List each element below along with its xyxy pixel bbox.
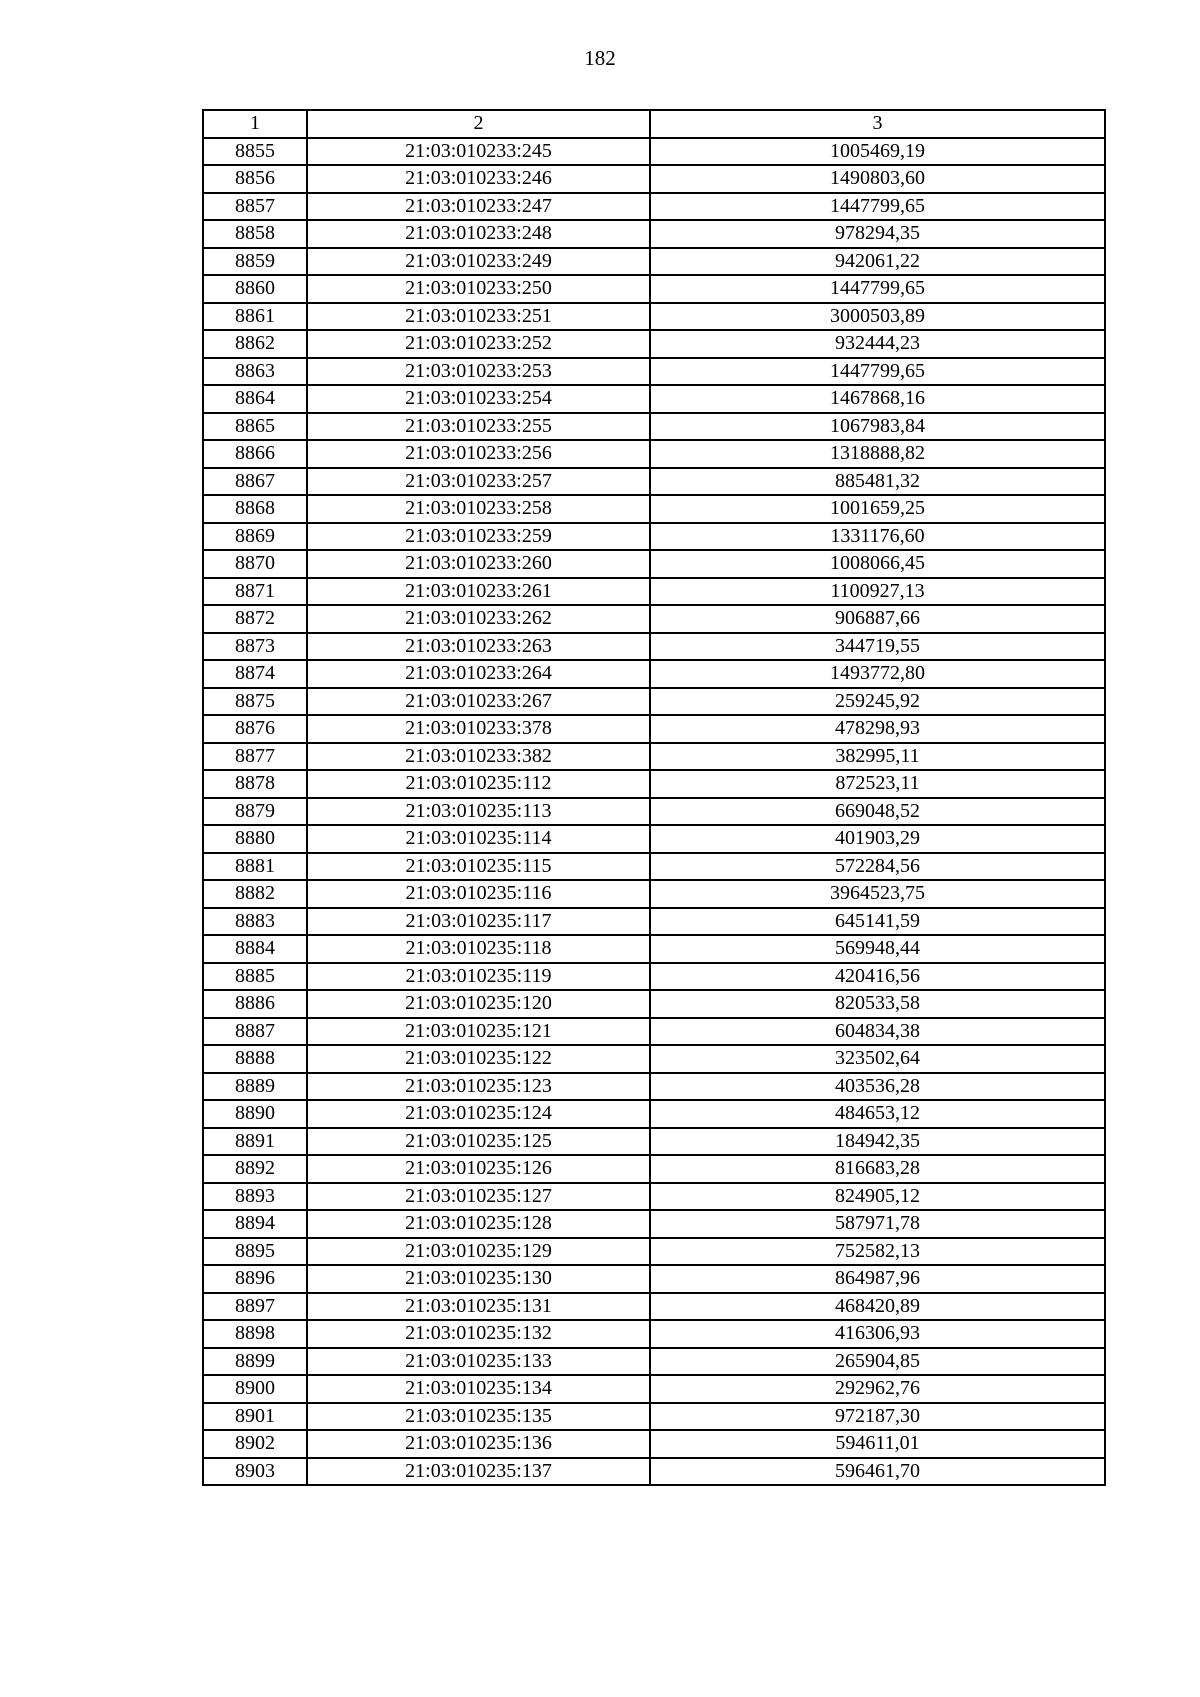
table-row	[203, 1018, 1105, 1046]
value-cell: 942061,22	[650, 248, 1105, 276]
value-cell: 972187,30	[650, 1403, 1105, 1431]
row-number-cell: 8878	[203, 770, 307, 798]
value-cell: 1490803,60	[650, 165, 1105, 193]
cadastral-number-cell: 21:03:010233:382	[307, 743, 650, 771]
cadastral-number-cell: 21:03:010233:255	[307, 413, 650, 441]
value-cell: 1493772,80	[650, 660, 1105, 688]
value-cell: 816683,28	[650, 1155, 1105, 1183]
row-number-cell: 8866	[203, 440, 307, 468]
row-number-cell: 8882	[203, 880, 307, 908]
value-cell: 1467868,16	[650, 385, 1105, 413]
value-cell: 587971,78	[650, 1210, 1105, 1238]
table-row	[203, 165, 1105, 193]
cadastral-number-cell: 21:03:010233:257	[307, 468, 650, 496]
table-row	[203, 715, 1105, 743]
table-row	[203, 248, 1105, 276]
table-row	[203, 550, 1105, 578]
table-row	[203, 578, 1105, 606]
table-row	[203, 798, 1105, 826]
cadastral-number-cell: 21:03:010235:123	[307, 1073, 650, 1101]
cadastral-number-cell: 21:03:010235:116	[307, 880, 650, 908]
value-cell: 3000503,89	[650, 303, 1105, 331]
table-row	[203, 358, 1105, 386]
value-cell: 645141,59	[650, 908, 1105, 936]
cadastral-number-cell: 21:03:010235:114	[307, 825, 650, 853]
row-number-cell: 8855	[203, 138, 307, 166]
row-number-cell: 8856	[203, 165, 307, 193]
cadastral-number-cell: 21:03:010233:253	[307, 358, 650, 386]
cadastral-number-cell: 21:03:010235:121	[307, 1018, 650, 1046]
value-cell: 292962,76	[650, 1375, 1105, 1403]
row-number-cell: 8868	[203, 495, 307, 523]
cadastral-number-cell: 21:03:010235:127	[307, 1183, 650, 1211]
table-row	[203, 1183, 1105, 1211]
value-cell: 420416,56	[650, 963, 1105, 991]
table-row	[203, 303, 1105, 331]
row-number-cell: 8892	[203, 1155, 307, 1183]
value-cell: 1331176,60	[650, 523, 1105, 551]
row-number-cell: 8901	[203, 1403, 307, 1431]
row-number-cell: 8894	[203, 1210, 307, 1238]
table-row	[203, 1155, 1105, 1183]
page-number: 182	[584, 46, 616, 70]
value-cell: 1067983,84	[650, 413, 1105, 441]
row-number-cell: 8857	[203, 193, 307, 221]
row-number-cell: 8896	[203, 1265, 307, 1293]
table-row	[203, 990, 1105, 1018]
cadastral-number-cell: 21:03:010235:125	[307, 1128, 650, 1156]
table-row	[203, 908, 1105, 936]
value-cell: 382995,11	[650, 743, 1105, 771]
cadastral-number-cell: 21:03:010235:118	[307, 935, 650, 963]
table-row	[203, 660, 1105, 688]
row-number-cell: 8880	[203, 825, 307, 853]
table-body	[203, 138, 1105, 1486]
registry-table	[202, 109, 1106, 1486]
value-cell: 978294,35	[650, 220, 1105, 248]
cadastral-number-cell: 21:03:010235:122	[307, 1045, 650, 1073]
table-row	[203, 220, 1105, 248]
cadastral-number-cell: 21:03:010235:120	[307, 990, 650, 1018]
cadastral-number-cell: 21:03:010235:130	[307, 1265, 650, 1293]
value-cell: 1100927,13	[650, 578, 1105, 606]
cadastral-number-cell: 21:03:010233:249	[307, 248, 650, 276]
value-cell: 3964523,75	[650, 880, 1105, 908]
cadastral-number-cell: 21:03:010235:126	[307, 1155, 650, 1183]
cadastral-number-cell: 21:03:010233:378	[307, 715, 650, 743]
cadastral-number-cell: 21:03:010235:117	[307, 908, 650, 936]
table-row	[203, 1403, 1105, 1431]
table-row	[203, 880, 1105, 908]
row-number-cell: 8862	[203, 330, 307, 358]
table-row	[203, 523, 1105, 551]
header-row	[203, 110, 1105, 138]
cadastral-number-cell: 21:03:010235:135	[307, 1403, 650, 1431]
value-cell: 820533,58	[650, 990, 1105, 1018]
cadastral-number-cell: 21:03:010233:263	[307, 633, 650, 661]
row-number-cell: 8872	[203, 605, 307, 633]
cadastral-number-cell: 21:03:010233:259	[307, 523, 650, 551]
row-number-cell: 8886	[203, 990, 307, 1018]
table-row	[203, 770, 1105, 798]
cadastral-number-cell: 21:03:010233:252	[307, 330, 650, 358]
table-row	[203, 1320, 1105, 1348]
row-number-cell: 8885	[203, 963, 307, 991]
cadastral-number-cell: 21:03:010235:128	[307, 1210, 650, 1238]
cadastral-number-cell: 21:03:010235:112	[307, 770, 650, 798]
cadastral-number-cell: 21:03:010235:136	[307, 1430, 650, 1458]
value-cell: 569948,44	[650, 935, 1105, 963]
cadastral-number-cell: 21:03:010233:251	[307, 303, 650, 331]
cadastral-number-cell: 21:03:010233:248	[307, 220, 650, 248]
table-row	[203, 495, 1105, 523]
row-number-cell: 8869	[203, 523, 307, 551]
cadastral-number-cell: 21:03:010235:131	[307, 1293, 650, 1321]
row-number-cell: 8899	[203, 1348, 307, 1376]
row-number-cell: 8859	[203, 248, 307, 276]
value-cell: 594611,01	[650, 1430, 1105, 1458]
table-row	[203, 1100, 1105, 1128]
cadastral-number-cell: 21:03:010233:260	[307, 550, 650, 578]
cadastral-number-cell: 21:03:010233:256	[307, 440, 650, 468]
value-cell: 323502,64	[650, 1045, 1105, 1073]
table-row	[203, 1238, 1105, 1266]
table-row	[203, 440, 1105, 468]
value-cell: 468420,89	[650, 1293, 1105, 1321]
cadastral-number-cell: 21:03:010235:134	[307, 1375, 650, 1403]
cadastral-number-cell: 21:03:010233:245	[307, 138, 650, 166]
cadastral-number-cell: 21:03:010233:250	[307, 275, 650, 303]
row-number-cell: 8879	[203, 798, 307, 826]
table-row	[203, 468, 1105, 496]
row-number-cell: 8895	[203, 1238, 307, 1266]
value-cell: 824905,12	[650, 1183, 1105, 1211]
cadastral-number-cell: 21:03:010235:137	[307, 1458, 650, 1486]
table-row	[203, 1458, 1105, 1486]
cadastral-number-cell: 21:03:010233:261	[307, 578, 650, 606]
table-row	[203, 688, 1105, 716]
table-row	[203, 1293, 1105, 1321]
table-row	[203, 1375, 1105, 1403]
cadastral-number-cell: 21:03:010235:115	[307, 853, 650, 881]
table-row	[203, 605, 1105, 633]
row-number-cell: 8898	[203, 1320, 307, 1348]
row-number-cell: 8881	[203, 853, 307, 881]
row-number-cell: 8867	[203, 468, 307, 496]
cadastral-number-cell: 21:03:010233:258	[307, 495, 650, 523]
cadastral-number-cell: 21:03:010233:247	[307, 193, 650, 221]
row-number-cell: 8865	[203, 413, 307, 441]
row-number-cell: 8860	[203, 275, 307, 303]
row-number-cell: 8877	[203, 743, 307, 771]
row-number-cell: 8902	[203, 1430, 307, 1458]
value-cell: 885481,32	[650, 468, 1105, 496]
value-cell: 669048,52	[650, 798, 1105, 826]
value-cell: 596461,70	[650, 1458, 1105, 1486]
table-row	[203, 1430, 1105, 1458]
row-number-cell: 8861	[203, 303, 307, 331]
table-row	[203, 1073, 1105, 1101]
row-number-cell: 8884	[203, 935, 307, 963]
row-number-cell: 8900	[203, 1375, 307, 1403]
value-cell: 416306,93	[650, 1320, 1105, 1348]
table-row	[203, 275, 1105, 303]
value-cell: 872523,11	[650, 770, 1105, 798]
value-cell: 1005469,19	[650, 138, 1105, 166]
table-row	[203, 1265, 1105, 1293]
value-cell: 1447799,65	[650, 358, 1105, 386]
cadastral-number-cell: 21:03:010233:267	[307, 688, 650, 716]
table-row	[203, 963, 1105, 991]
row-number-cell: 8891	[203, 1128, 307, 1156]
table-header	[203, 110, 1105, 138]
table-row	[203, 330, 1105, 358]
value-cell: 752582,13	[650, 1238, 1105, 1266]
value-cell: 401903,29	[650, 825, 1105, 853]
table-row	[203, 193, 1105, 221]
table-row	[203, 1210, 1105, 1238]
value-cell: 184942,35	[650, 1128, 1105, 1156]
row-number-cell: 8864	[203, 385, 307, 413]
row-number-cell: 8893	[203, 1183, 307, 1211]
value-cell: 403536,28	[650, 1073, 1105, 1101]
value-cell: 1447799,65	[650, 275, 1105, 303]
row-number-cell: 8873	[203, 633, 307, 661]
value-cell: 344719,55	[650, 633, 1105, 661]
row-number-cell: 8897	[203, 1293, 307, 1321]
value-cell: 259245,92	[650, 688, 1105, 716]
column-header-3: 3	[650, 110, 1105, 138]
table-row	[203, 385, 1105, 413]
cadastral-number-cell: 21:03:010233:262	[307, 605, 650, 633]
row-number-cell: 8871	[203, 578, 307, 606]
value-cell: 604834,38	[650, 1018, 1105, 1046]
table-row	[203, 853, 1105, 881]
cadastral-number-cell: 21:03:010233:264	[307, 660, 650, 688]
table-row	[203, 1128, 1105, 1156]
row-number-cell: 8863	[203, 358, 307, 386]
value-cell: 1447799,65	[650, 193, 1105, 221]
row-number-cell: 8889	[203, 1073, 307, 1101]
table-row	[203, 633, 1105, 661]
column-header-2: 2	[307, 110, 650, 138]
row-number-cell: 8858	[203, 220, 307, 248]
table-row	[203, 743, 1105, 771]
cadastral-number-cell: 21:03:010235:124	[307, 1100, 650, 1128]
value-cell: 1001659,25	[650, 495, 1105, 523]
column-header-1: 1	[203, 110, 307, 138]
table-row	[203, 935, 1105, 963]
cadastral-number-cell: 21:03:010233:254	[307, 385, 650, 413]
value-cell: 484653,12	[650, 1100, 1105, 1128]
value-cell: 265904,85	[650, 1348, 1105, 1376]
table-row	[203, 825, 1105, 853]
value-cell: 478298,93	[650, 715, 1105, 743]
cadastral-number-cell: 21:03:010235:119	[307, 963, 650, 991]
cadastral-number-cell: 21:03:010235:129	[307, 1238, 650, 1266]
value-cell: 864987,96	[650, 1265, 1105, 1293]
cadastral-number-cell: 21:03:010233:246	[307, 165, 650, 193]
cadastral-number-cell: 21:03:010235:113	[307, 798, 650, 826]
row-number-cell: 8903	[203, 1458, 307, 1486]
row-number-cell: 8883	[203, 908, 307, 936]
value-cell: 1318888,82	[650, 440, 1105, 468]
row-number-cell: 8888	[203, 1045, 307, 1073]
value-cell: 1008066,45	[650, 550, 1105, 578]
row-number-cell: 8876	[203, 715, 307, 743]
row-number-cell: 8887	[203, 1018, 307, 1046]
row-number-cell: 8870	[203, 550, 307, 578]
cadastral-number-cell: 21:03:010235:133	[307, 1348, 650, 1376]
row-number-cell: 8874	[203, 660, 307, 688]
cadastral-number-cell: 21:03:010235:132	[307, 1320, 650, 1348]
table-row	[203, 138, 1105, 166]
row-number-cell: 8890	[203, 1100, 307, 1128]
row-number-cell: 8875	[203, 688, 307, 716]
table-row	[203, 1348, 1105, 1376]
table-row	[203, 413, 1105, 441]
value-cell: 932444,23	[650, 330, 1105, 358]
value-cell: 906887,66	[650, 605, 1105, 633]
table-row	[203, 1045, 1105, 1073]
value-cell: 572284,56	[650, 853, 1105, 881]
